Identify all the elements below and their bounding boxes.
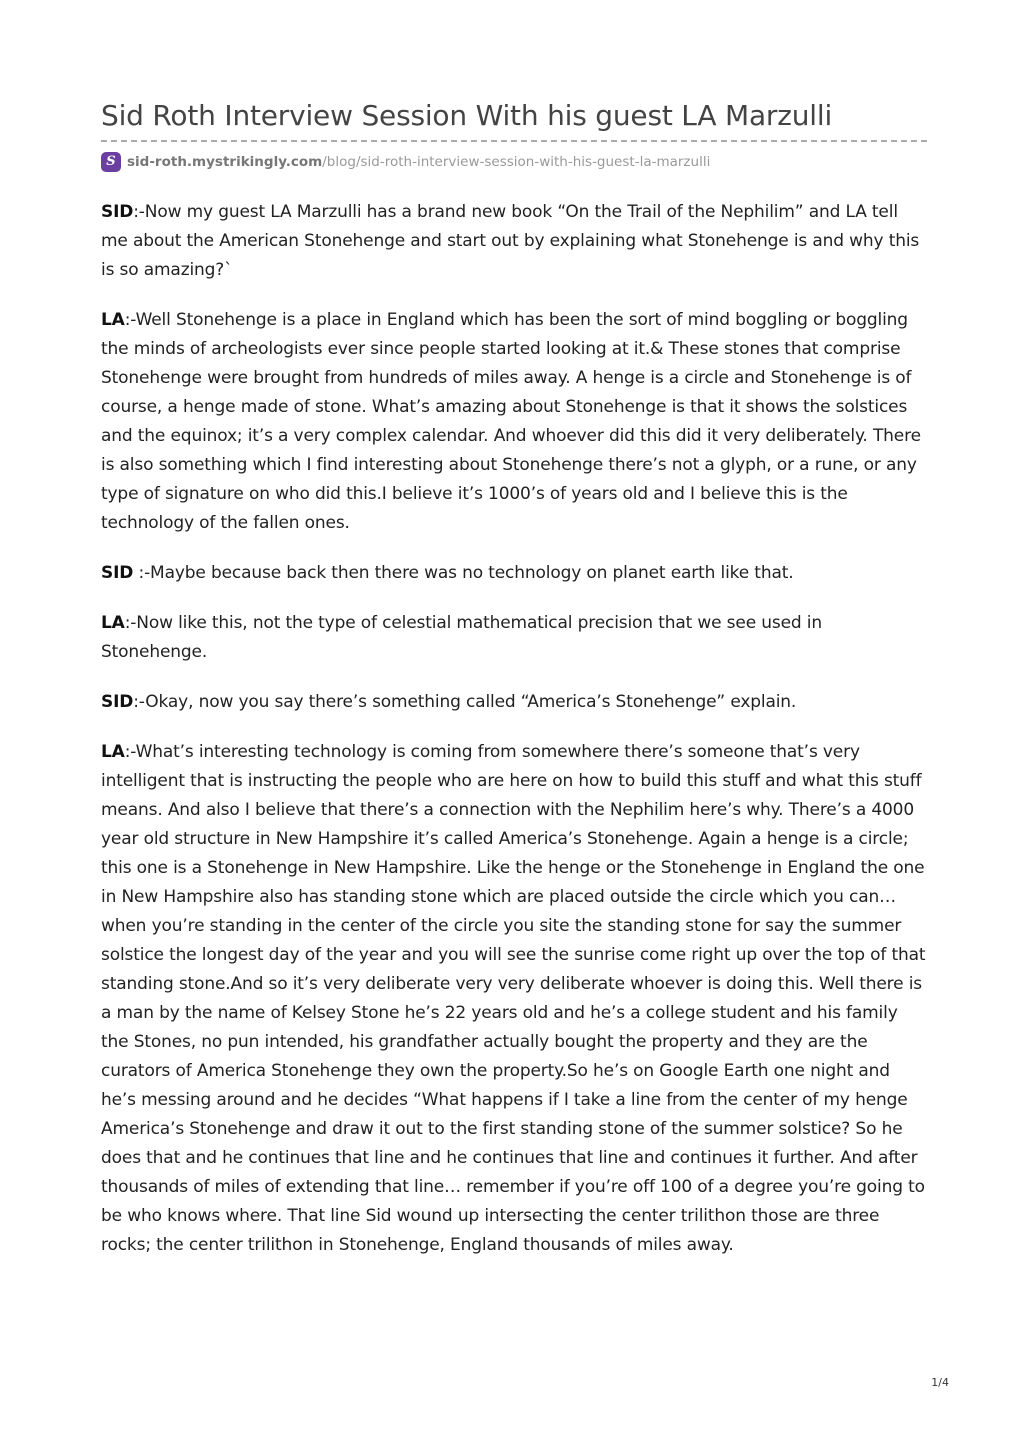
dialogue-text: :-Well Stonehenge is a place in England which has been the sort of mind boggling or boggling the minds of archeologists ever since people started looking at it.& These stones that comprise Stonehenge were brought from hundreds of miles away. A henge is a circle and Stonehenge is of course, a henge made of stone. What’s amazing about Stonehenge is that it shows the solstices and the equinox; it’s a very complex calendar. And whoever did this did it very deliberately. There is also something which I find interesting about Stonehenge there’s not a glyph, or a rune, or any type of signature on who did this.I believe it’s 1000’s of years old and I believe this is the technology of the fallen ones. <box>101 310 921 533</box>
site-logo-icon: S <box>101 152 121 172</box>
dialogue-paragraph <box>101 688 927 717</box>
dialogue-paragraph <box>101 306 927 538</box>
dialogue-text: :-Maybe because back then there was no technology on planet earth like that. <box>133 563 794 583</box>
source-path[interactable]: /blog/sid-roth-interview-session-with-his-guest-la-marzulli <box>322 154 711 170</box>
page-number: 1/4 <box>931 1376 949 1389</box>
speaker-label: LA <box>101 613 125 633</box>
speaker-label: SID <box>101 692 134 712</box>
page-title: Sid Roth Interview Session With his guest LA Marzulli <box>101 99 833 132</box>
speaker-label: SID <box>101 202 134 222</box>
dialogue-text: :-Now like this, not the type of celestial mathematical precision that we see used in Stonehenge. <box>101 613 822 662</box>
dialogue-paragraph <box>101 198 927 285</box>
speaker-label: SID <box>101 563 134 583</box>
source-link[interactable] <box>101 152 927 172</box>
dialogue-paragraph <box>101 738 927 1260</box>
title-divider <box>101 140 927 142</box>
dialogue-text: :-Okay, now you say there’s something called “America’s Stonehenge” explain. <box>133 692 797 712</box>
dialogue-text: :-What’s interesting technology is coming from somewhere there’s someone that’s very intelligent that is instructing the people who are here on how to build this stuff and what this stuff means. And also I believe that there’s a connection with the Nephilim here’s why. There’s a 4000 year old structure in New Hampshire it’s called America’s Stonehenge. Again a henge is a circle; this one is a Stonehenge in New Hampshire. Like the henge or the Stonehenge in England the one in New Hampshire also has standing stone which are placed outside the circle which you can… when you’re standing in the center of the circle you site the standing stone for say the summer solstice the longest day of the year and you will see the sunrise come right up over the top of that standing stone.And so it’s very deliberate very very deliberate whoever is doing this. Well there is a man by the name of Kelsey Stone he’s 22 years old and he’s a college student and his family the Stones, no pun intended, his grandfather actually bought the property and they are the curators of America Stonehenge they own the property.So he’s on Google Earth one night and he’s messing around and he decides “What happens if I take a line from the center of my henge America’s Stonehenge and draw it out to the first standing stone of the summer solstice? So he does that and he continues that line and he continues that line and continues it further. And after thousands of miles of extending that line… remember if you’re off 100 of a degree you’re going to be who knows where. That line Sid wound up intersecting the center trilithon those are three rocks; the center trilithon in Stonehenge, England thousands of miles away. <box>101 742 926 1255</box>
speaker-label: LA <box>101 742 125 762</box>
source-domain[interactable]: sid-roth.mystrikingly.com <box>127 154 323 170</box>
dialogue-paragraph <box>101 609 927 667</box>
dialogue-paragraph <box>101 559 927 588</box>
speaker-label: LA <box>101 310 125 330</box>
article <box>101 96 927 1281</box>
article-body <box>101 198 927 1260</box>
dialogue-text: :-Now my guest LA Marzulli has a brand new book “On the Trail of the Nephilim” and LA tell me about the American Stonehenge and start out by explaining what Stonehenge is and why this is so amazing?` <box>101 202 920 280</box>
